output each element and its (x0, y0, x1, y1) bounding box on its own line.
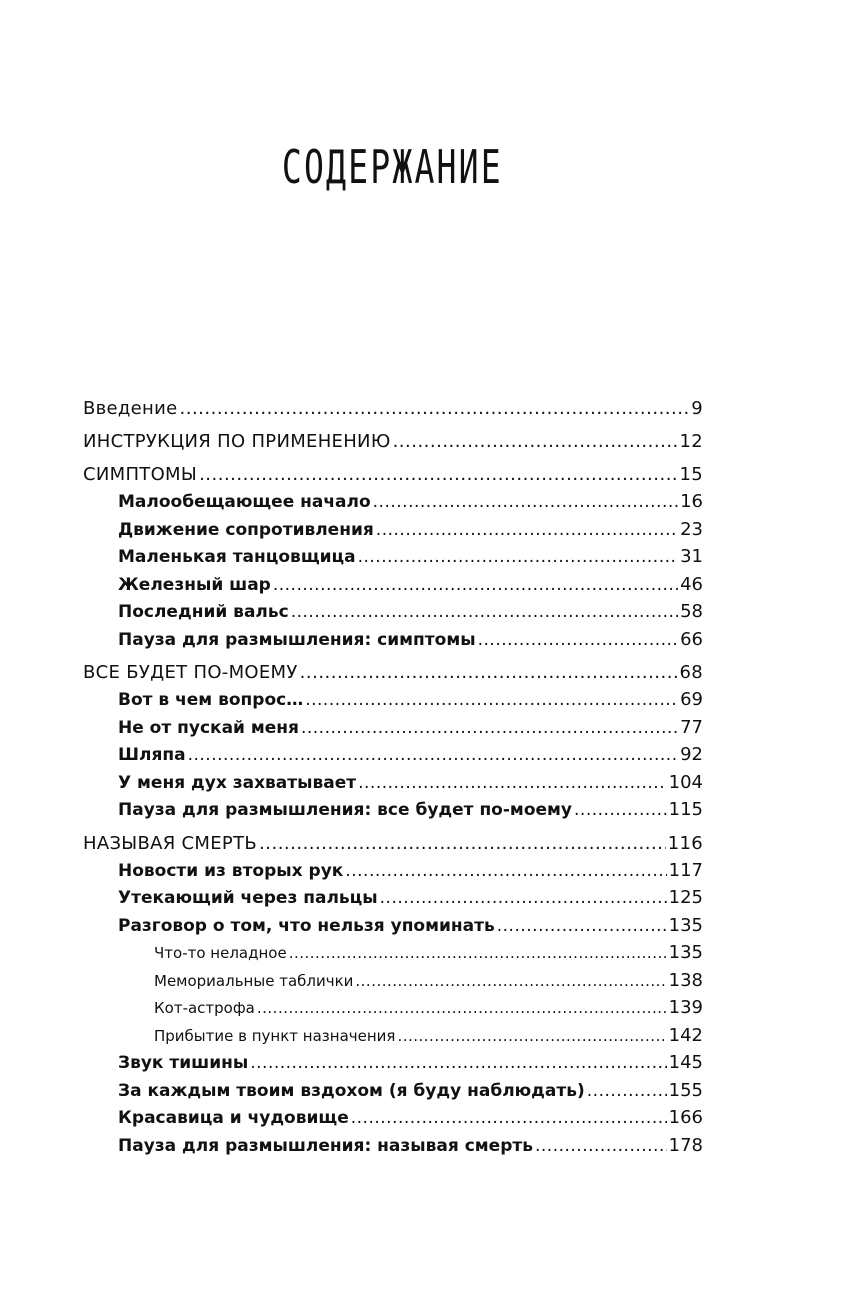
toc-page-number: 142 (668, 1024, 703, 1046)
toc-page-number: 68 (679, 662, 703, 683)
toc-page-number: 77 (680, 716, 703, 738)
toc-page-number: 139 (668, 997, 703, 1018)
toc-entry (83, 994, 703, 1022)
dot-leader (199, 461, 677, 488)
toc-page-number: 15 (679, 464, 703, 485)
toc-entry-title: ИНСТРУКЦИЯ ПО ПРИМЕНЕНИЮ (83, 431, 391, 452)
dot-leader (291, 599, 678, 626)
toc-page-number: 166 (668, 1107, 703, 1128)
dot-leader (587, 1078, 667, 1105)
toc-entry-title: ВСЕ БУДЕТ ПО-МОЕМУ (83, 662, 298, 683)
dot-leader (497, 913, 667, 940)
toc-entry (83, 714, 703, 742)
toc-entry (83, 769, 703, 797)
toc-entry (83, 1049, 703, 1077)
toc-entry-title: Что-то неладное (154, 944, 287, 962)
toc-page-number: 66 (680, 628, 703, 650)
dot-leader (345, 858, 666, 885)
toc-entry-title: За каждым твоим вздохом (я буду наблюдать) (118, 1080, 585, 1101)
toc-page-number: 31 (680, 546, 703, 567)
toc-entry (83, 428, 703, 455)
toc-entry-title: Мемориальные таблички (154, 971, 354, 990)
toc-entry (83, 939, 703, 967)
toc-entry (83, 1077, 703, 1105)
toc-page-number: 125 (668, 887, 703, 908)
dot-leader (358, 544, 679, 571)
toc-entry (83, 830, 703, 857)
toc-entry-title: Красавица и чудовище (118, 1108, 349, 1128)
toc-page-number: 92 (680, 744, 703, 765)
toc-entry (83, 1132, 703, 1160)
dot-leader (358, 770, 667, 797)
toc-page-number: 115 (668, 799, 703, 820)
toc-entry-title: Введение (83, 398, 178, 419)
dot-leader (574, 797, 667, 824)
toc-entry (83, 741, 703, 769)
toc-entry-title: Маленькая танцовщица (118, 547, 356, 567)
toc-entry-title: Последний вальс (118, 602, 289, 622)
toc-entry (83, 626, 703, 654)
toc-entry-title: Прибытие в пункт назначения (154, 1026, 396, 1045)
toc-entry-title: Новости из вторых рук (118, 860, 344, 881)
toc-page-number: 178 (668, 1134, 703, 1156)
dot-leader (380, 885, 667, 912)
toc-page-number: 116 (667, 832, 703, 854)
toc-page-number: 12 (679, 431, 703, 452)
toc-page-number: 135 (668, 942, 703, 963)
dot-leader (188, 742, 679, 769)
toc-page-number: 138 (668, 969, 703, 991)
toc-page-number: 104 (668, 771, 703, 793)
toc-entry-title: Кот-астрофа (154, 999, 255, 1017)
toc-page-number: 46 (680, 573, 703, 595)
dot-leader (351, 1105, 667, 1132)
dot-leader (289, 940, 667, 967)
toc-entry-title: Малообещающее начало (118, 492, 371, 512)
toc-entry (83, 796, 703, 824)
dot-leader (535, 1133, 667, 1160)
toc-page-number: 23 (680, 518, 703, 540)
dot-leader (250, 1050, 666, 1077)
toc-page-number: 155 (668, 1079, 703, 1101)
toc-entry (83, 659, 703, 686)
toc-entry-title: У меня дух захватывает (118, 772, 357, 793)
toc-page-number: 9 (691, 398, 703, 419)
dot-leader (373, 489, 678, 516)
dot-leader (393, 428, 678, 455)
toc-entry-title: Не от пускай меня (118, 717, 299, 738)
toc-entry (83, 967, 703, 995)
toc-entry-title: Утекающий через пальцы (118, 888, 378, 908)
toc-page-number: 117 (668, 859, 703, 881)
toc-entry (83, 516, 703, 544)
toc-entry (83, 571, 703, 599)
toc-entry-title: Разговор о том, что нельзя упоминать (118, 915, 495, 936)
toc-entry-title: Пауза для размышления: все будет по-моему (118, 800, 573, 820)
dot-leader (273, 572, 678, 599)
page-title: СОДЕРЖАНИЕ (281, 140, 503, 194)
toc-entry-title: Шляпа (118, 745, 186, 765)
toc-page-number: 58 (680, 601, 703, 622)
toc-entry-title: Движение сопротивления (118, 519, 374, 540)
toc-entry (83, 857, 703, 885)
toc-page-number: 145 (668, 1052, 703, 1073)
dot-leader (305, 687, 678, 714)
toc-entry-title: Вот в чем вопрос… (118, 690, 304, 710)
toc-entry-title: НАЗЫВАЯ СМЕРТЬ (83, 832, 258, 854)
dot-leader (301, 715, 678, 742)
toc-entry (83, 598, 703, 626)
toc-entry (83, 395, 703, 422)
toc-entry-title: Пауза для размышления: симптомы (118, 629, 476, 650)
toc-entry (83, 488, 703, 516)
dot-leader (180, 395, 690, 422)
dot-leader (259, 830, 666, 857)
dot-leader (376, 517, 678, 544)
dot-leader (478, 627, 678, 654)
dot-leader (355, 968, 666, 995)
toc-entry-title: Железный шар (118, 574, 271, 595)
dot-leader (300, 659, 678, 686)
toc-entry-title: Звук тишины (118, 1053, 249, 1073)
toc-entry-title: Пауза для размышления: называя смерть (118, 1135, 533, 1156)
dot-leader (397, 1023, 666, 1050)
toc-page-number: 16 (680, 491, 703, 512)
toc-page-number: 135 (668, 914, 703, 936)
toc-entry (83, 884, 703, 912)
toc-entry (83, 1022, 703, 1050)
toc-entry (83, 461, 703, 488)
toc-page-number: 69 (680, 689, 703, 710)
toc-entry (83, 686, 703, 714)
toc-entry (83, 1104, 703, 1132)
table-of-contents (83, 395, 703, 1159)
toc-entry (83, 912, 703, 940)
toc-entry-title: СИМПТОМЫ (83, 464, 198, 485)
toc-entry (83, 543, 703, 571)
dot-leader (257, 995, 667, 1022)
